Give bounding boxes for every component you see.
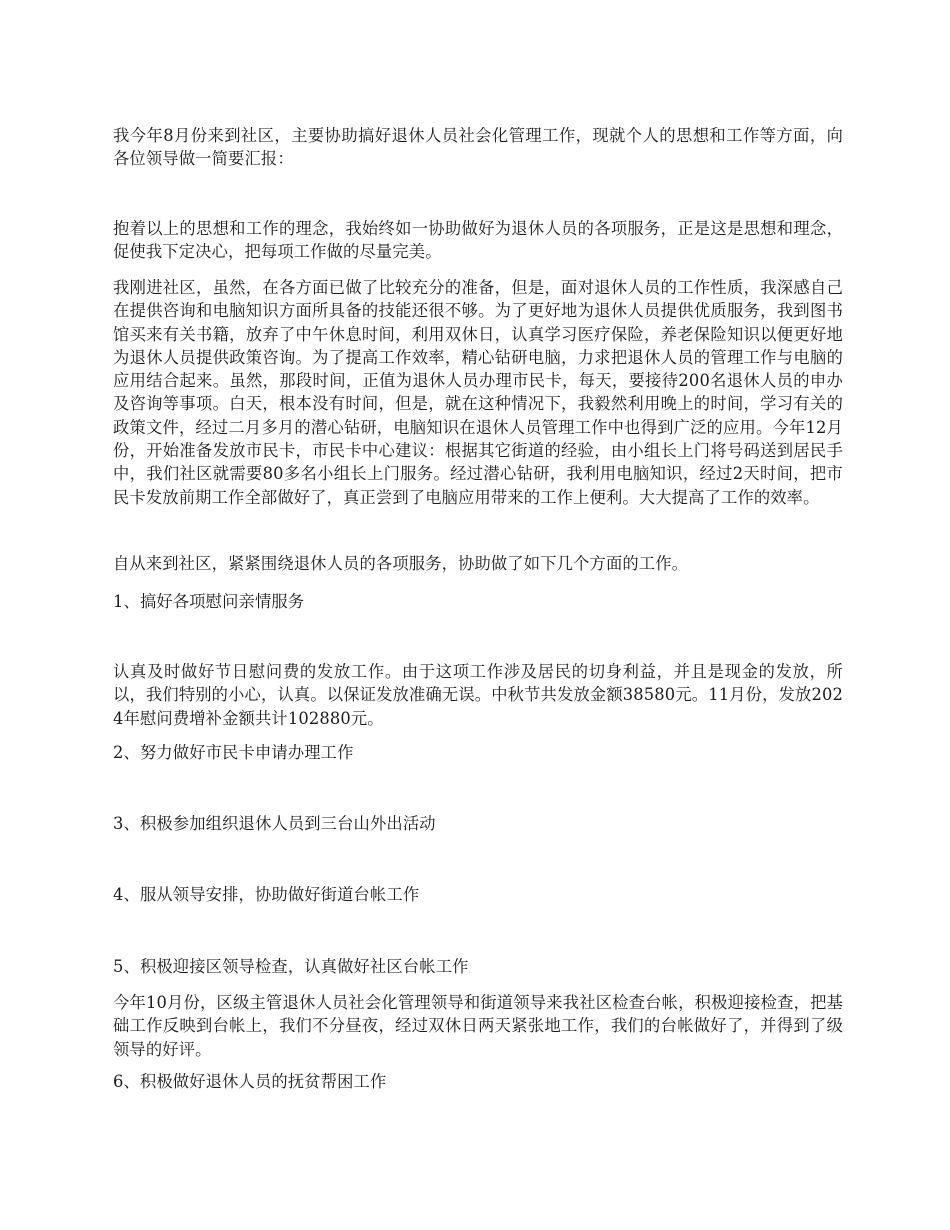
inspection-paragraph: 今年10月份，区级主管退休人员社会化管理领导和街道领导来我社区检查台帐，积极迎接检查，把基础工作反映到台帐上，我们不分昼夜，经过双休日两天紧张地工作，我们的台帐做好了，并得到了级领导的好评。	[113, 993, 843, 1059]
section-heading-5: 5、积极迎接区领导检查，认真做好社区台帐工作	[113, 957, 469, 976]
section-heading-1: 1、搞好各项慰问亲情服务	[113, 592, 305, 611]
section-heading-4: 4、服从领导安排，协助做好街道台帐工作	[113, 885, 420, 904]
section-heading-6: 6、积极做好退休人员的抚贫帮困工作	[113, 1072, 387, 1091]
section-heading-3: 3、积极参加组织退休人员到三台山外出活动	[113, 814, 436, 833]
intro-paragraph: 我今年8月份来到社区，主要协助搞好退休人员社会化管理工作，现就个人的思想和工作等方面，向各位领导做一简要汇报：	[113, 126, 843, 169]
condolence-paragraph: 认真及时做好节日慰问费的发放工作。由于这项工作涉及居民的切身利益，并且是现金的发放，所以，我们特别的小心，认真。以保证发放准确无误。中秋节共发放金额38580元。11月份，发放2024年慰问费增补金额共计102880元。	[113, 662, 843, 728]
work-summary-paragraph: 自从来到社区，紧紧围绕退休人员的各项服务，协助做了如下几个方面的工作。	[113, 554, 689, 573]
section-heading-2: 2、努力做好市民卡申请办理工作	[113, 743, 354, 762]
learning-paragraph: 我刚进社区，虽然，在各方面已做了比较充分的准备，但是，面对退休人员的工作性质，我深感自己在提供咨询和电脑知识方面所具备的技能还很不够。为了更好地为退休人员提供优质服务，我到图书馆买来有关书籍，放弃了中午休息时间，利用双休日，认真学习医疗保险，养老保险知识以便更好地为退休人员提供政策咨询。为了提高工作效率，精心钻研电脑，力求把退休人员的管理工作与电脑的应用结合起来。虽然，那段时间，正值为退休人员办理市民卡，每天，要接待200名退休人员的申办及咨询等事项。白天，根本没有时间，但是，就在这种情况下，我毅然利用晚上的时间，学习有关的政策文件，经过二月多月的潜心钻研，电脑知识在退休人员管理工作中也得到广泛的应用。今年12月份，开始准备发放市民卡，市民卡中心建议：根据其它街道的经验，由小组长上门将号码送到居民手中，我们社区就需要80多名小组长上门服务。经过潜心钻研，我利用电脑知识，经过2天时间，把市民卡发放前期工作全部做好了，真正尝到了电脑应用带来的工作上便利。大大提高了工作的效率。	[113, 278, 843, 507]
mindset-paragraph: 抱着以上的思想和工作的理念，我始终如一协助做好为退休人员的各项服务，正是这是思想和理念，促使我下定决心，把每项工作做的尽量完美。	[113, 219, 843, 262]
